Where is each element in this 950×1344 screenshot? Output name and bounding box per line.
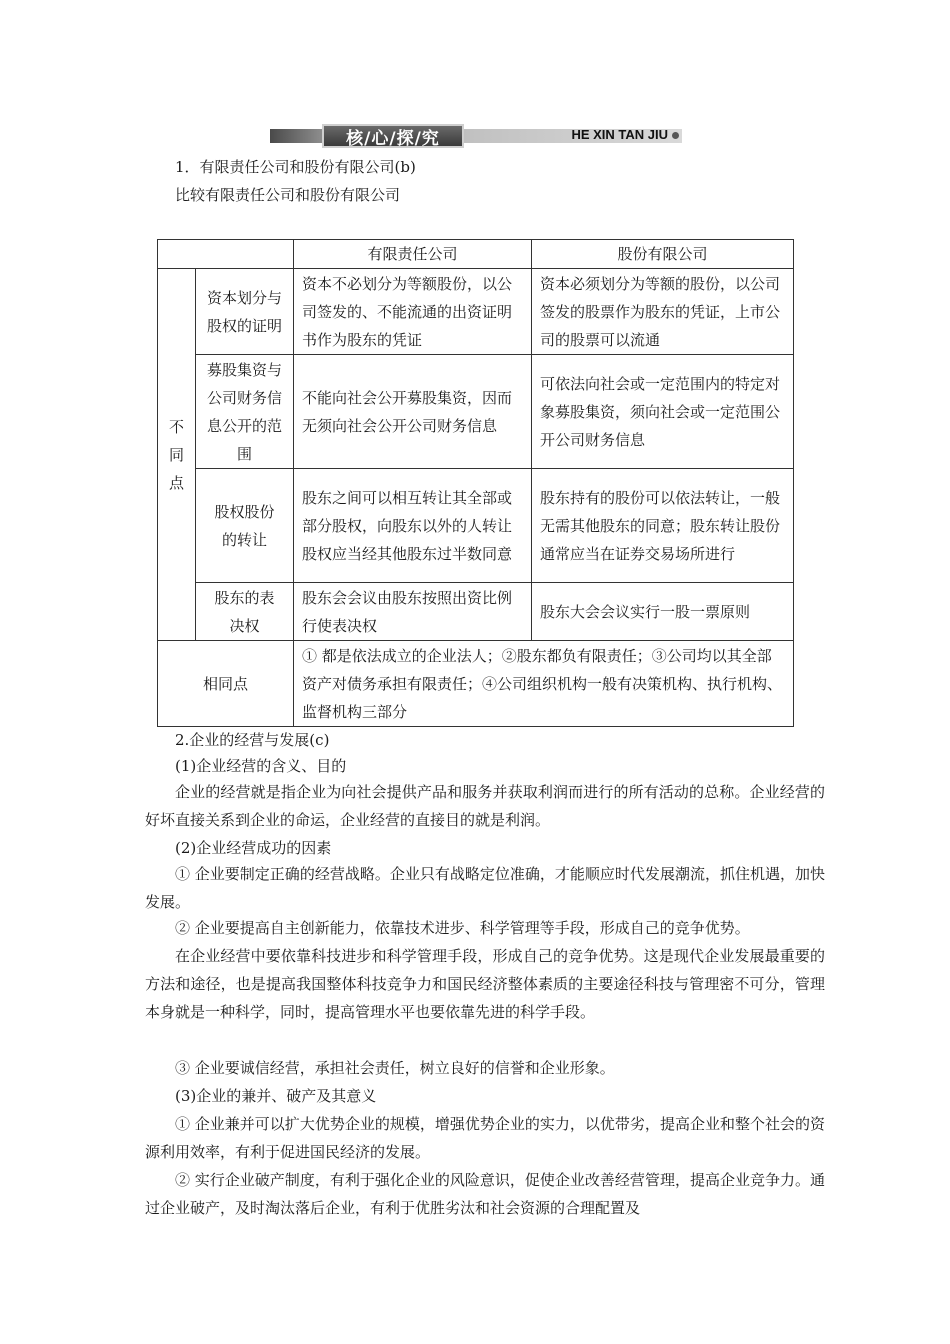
- table-row: [158, 469, 794, 583]
- row-jsc: 资本必须划分为等额的股份，以公司签发的股票作为股东的凭证，上市公司的股票可以流通: [532, 269, 794, 355]
- banner-title: 核/心/探/究: [322, 124, 464, 148]
- comparison-table: [157, 239, 794, 727]
- table-header-llc: 有限责任公司: [294, 240, 532, 269]
- diff-label: [158, 269, 196, 641]
- p2-heading: (2)企业经营成功的因素: [175, 839, 332, 857]
- row-llc: 股东会会议由股东按照出资比例行使表决权: [294, 583, 532, 641]
- row-jsc: 股东持有的股份可以依法转让，一般无需其他股东的同意；股东转让股份通常应当在证券交易场所进行: [532, 469, 794, 583]
- table-same-row: [158, 641, 794, 727]
- table-row: [158, 355, 794, 469]
- table-row: [158, 269, 794, 355]
- section2-heading: 2.企业的经营与发展(c): [175, 731, 330, 749]
- row-jsc: 可依法向社会或一定范围内的特定对象募股集资，须向社会或一定范围公开公司财务信息: [532, 355, 794, 469]
- p3-item1: ① 企业兼并可以扩大优势企业的规模，增强优势企业的实力，以优带劣，提高企业和整个社会的资源利用效率，有利于促进国民经济的发展。: [145, 1115, 825, 1161]
- row-aspect: 募股集资与公司财务信息公开的范围: [196, 355, 294, 469]
- table-header-jsc: 股份有限公司: [532, 240, 794, 269]
- p2-item2: ② 企业要提高自主创新能力，依靠技术进步、科学管理等手段，形成自己的竞争优势。: [175, 919, 750, 937]
- table-row: [158, 583, 794, 641]
- p2-item3: ③ 企业要诚信经营，承担社会责任，树立良好的信誉和企业形象。: [175, 1059, 615, 1077]
- row-aspect: 资本划分与股权的证明: [196, 269, 294, 355]
- p2-note: 在企业经营中要依靠科技进步和科学管理手段，形成自己的竞争优势。这是现代企业发展最重要的方法和途径，也是提高我国整体科技竞争力和国民经济整体素质的主要途径科技与管理密不可分，管理本身就是一种科学，同时，提高管理水平也要依靠先进的科学手段。: [145, 947, 825, 1021]
- row-jsc: 股东大会会议实行一股一票原则: [532, 583, 794, 641]
- p1-heading: (1)企业经营的含义、目的: [175, 757, 347, 775]
- same-text: ① 都是依法成立的企业法人；②股东都负有限责任；③公司均以其全部资产对债务承担有限责任；④公司组织机构一般有决策机构、执行机构、监督机构三部分: [294, 641, 794, 727]
- same-label: 相同点: [158, 641, 294, 727]
- banner-pinyin: HE XIN TAN JIU: [571, 127, 668, 142]
- row-llc: 股东之间可以相互转让其全部或部分股权，向股东以外的人转让股权应当经其他股东过半数同意: [294, 469, 532, 583]
- table-header-row: [158, 240, 794, 269]
- row-aspect: 股东的表决权: [196, 583, 294, 641]
- section1-heading: 1．有限责任公司和股份有限公司(b): [175, 158, 416, 176]
- p2-item1: ① 企业要制定正确的经营战略。企业只有战略定位准确，才能顺应时代发展潮流，抓住机遇，加快发展。: [145, 865, 825, 911]
- p3-item2: ② 实行企业破产制度，有利于强化企业的风险意识，促使企业改善经营管理，提高企业竞争力。通过企业破产，及时淘汰落后企业，有利于优胜劣汰和社会资源的合理配置及: [145, 1171, 825, 1217]
- row-llc: 不能向社会公开募股集资，因而无须向社会公开公司财务信息: [294, 355, 532, 469]
- table-header-empty: [158, 240, 294, 269]
- p1-text: 企业的经营就是指企业为向社会提供产品和服务并获取利润而进行的所有活动的总称。企业经营的好坏直接关系到企业的命运，企业经营的直接目的就是利润。: [145, 783, 825, 829]
- banner-dot-icon: [672, 132, 679, 139]
- row-llc: 资本不必划分为等额股份，以公司签发的、不能流通的出资证明书作为股东的凭证: [294, 269, 532, 355]
- section-banner: [270, 124, 682, 148]
- p3-heading: (3)企业的兼并、破产及其意义: [175, 1087, 377, 1105]
- row-aspect: 股权股份的转让: [196, 469, 294, 583]
- diff-label-text: 不同点: [168, 417, 184, 492]
- section1-subheading: 比较有限责任公司和股份有限公司: [175, 186, 401, 204]
